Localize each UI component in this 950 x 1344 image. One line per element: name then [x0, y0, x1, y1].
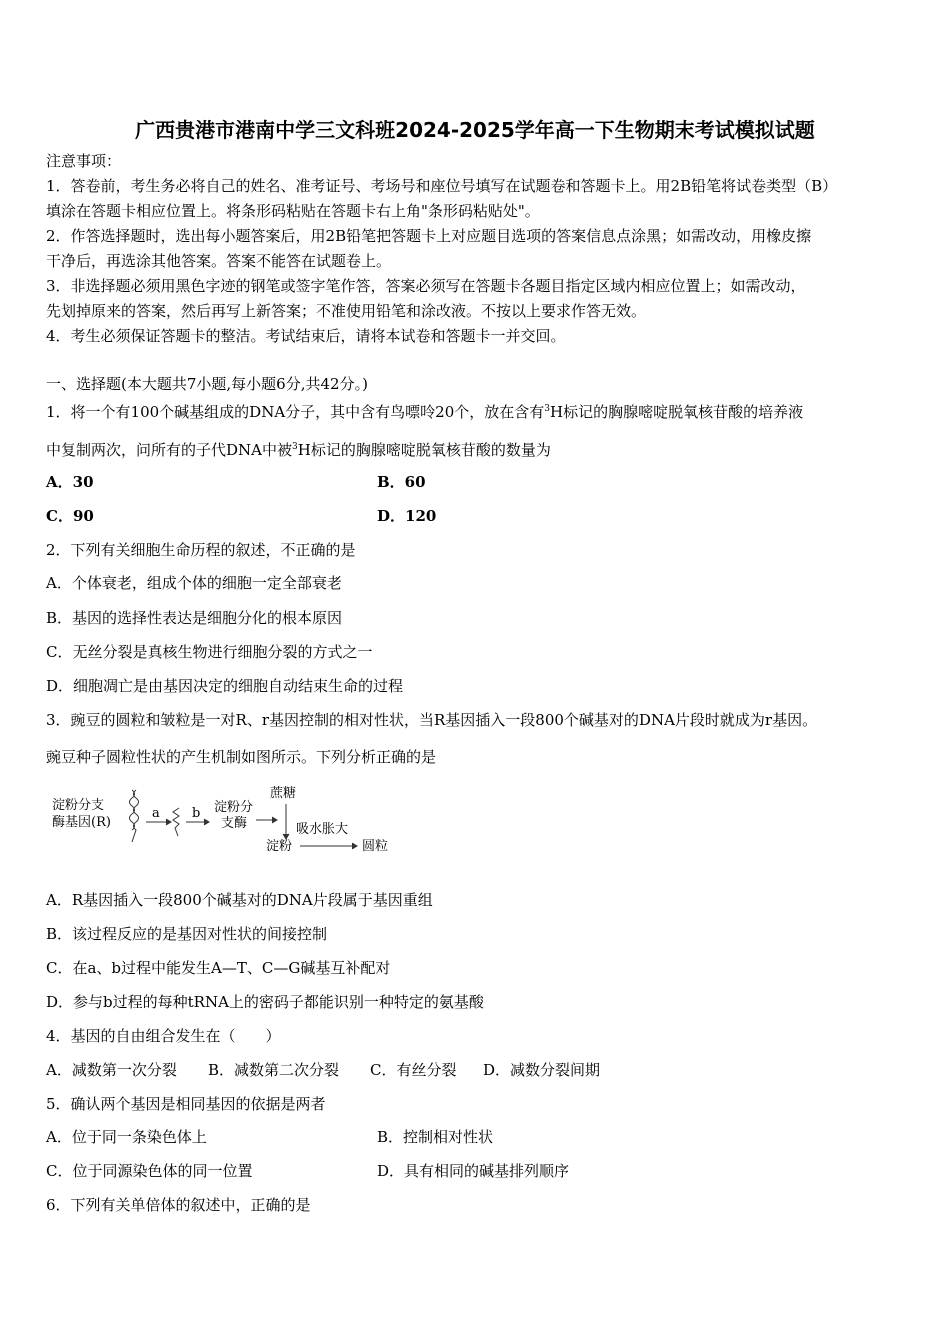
diagram-label-sucrose: 蔗糖: [270, 786, 297, 801]
note-line: 3．非选择题必须用黑色字迹的钢笔或签字笔作答，答案必须写在答题卡各题目指定区域内相应位置上；如需改动，: [46, 277, 806, 295]
q3-option-c[interactable]: C．在a、b过程中能发生A—T、C—G碱基互补配对: [46, 959, 391, 977]
q1-option-a[interactable]: A．30: [46, 473, 94, 491]
q3-option-d[interactable]: D．参与b过程的每种tRNA上的密码子都能识别一种特定的氨基酸: [46, 993, 484, 1011]
arrowhead-icon: [204, 819, 209, 825]
q5-option-a[interactable]: A．位于同一条染色体上: [46, 1128, 207, 1146]
mrna-icon: [173, 808, 179, 836]
note-line: 先划掉原来的答案，然后再写上新答案；不准使用铅笔和涂改液。不按以上要求作答无效。: [46, 302, 647, 320]
note-line: 干净后，再选涂其他答案。答案不能答在试题卷上。: [46, 252, 392, 270]
starch-mechanism-diagram: [46, 780, 406, 860]
q3-option-a[interactable]: A．R基因插入一段800个碱基对的DNA片段属于基因重组: [46, 891, 433, 909]
diagram-label-starch: 淀粉: [266, 839, 293, 854]
q4-option-c[interactable]: C．有丝分裂: [370, 1061, 457, 1079]
diagram-label-enzyme: 支酶: [221, 816, 248, 831]
q5-option-c[interactable]: C．位于同源染色体的同一位置: [46, 1162, 253, 1180]
q2-option-d[interactable]: D．细胞凋亡是由基因决定的细胞自动结束生命的过程: [46, 677, 404, 695]
superscript: 3: [544, 404, 550, 414]
q3-stem-cont: 豌豆种子圆粒性状的产生机制如图所示。下列分析正确的是: [46, 748, 437, 766]
diagram-label-b: b: [192, 806, 201, 821]
q2-option-a[interactable]: A．个体衰老，组成个体的细胞一定全部衰老: [46, 574, 342, 592]
note-line: 1．答卷前，考生务必将自己的姓名、准考证号、考场号和座位号填写在试题卷和答题卡上。用2B铅笔将试卷类型（B）: [46, 177, 838, 195]
q2-option-b[interactable]: B．基因的选择性表达是细胞分化的根本原因: [46, 609, 343, 627]
q1-stem-part: H标记的胸腺嘧啶脱氧核苷酸的数量为: [297, 441, 551, 459]
diagram-label-round: 圆粒: [362, 839, 389, 854]
note-line: 填涂在答题卡相应位置上。将条形码粘贴在答题卡右上角"条形码粘贴处"。: [46, 202, 540, 220]
q4-option-d[interactable]: D．减数分裂间期: [483, 1061, 601, 1079]
q3-stem: 3．豌豆的圆粒和皱粒是一对R、r基因控制的相对性状，当R基因插入一段800个碱基对的DNA片段时就成为r基因。: [46, 711, 818, 729]
diagram-label-a: a: [152, 806, 160, 821]
q4-option-a[interactable]: A．减数第一次分裂: [46, 1061, 177, 1079]
arrowhead-icon: [166, 819, 171, 825]
superscript: 3: [292, 442, 298, 452]
arrowhead-icon: [352, 843, 357, 849]
diagram-label-enzyme: 淀粉分: [214, 800, 254, 815]
q4-stem: 4．基因的自由组合发生在（ ）: [46, 1027, 281, 1045]
q2-option-c[interactable]: C．无丝分裂是真核生物进行细胞分裂的方式之一: [46, 643, 373, 661]
q5-option-b[interactable]: B．控制相对性状: [377, 1128, 494, 1146]
q1-stem: [46, 399, 803, 422]
q5-stem: 5．确认两个基因是相同基因的依据是两者: [46, 1095, 326, 1113]
q1-option-d[interactable]: D．120: [377, 507, 437, 525]
q1-option-b[interactable]: B．60: [377, 473, 426, 491]
q1-stem-part: 中复制两次，问所有的子代DNA中被: [46, 441, 292, 459]
q2-stem: 2．下列有关细胞生命历程的叙述，不正确的是: [46, 541, 356, 559]
note-line: 4．考生必须保证答题卡的整洁。考试结束后，请将本试卷和答题卡一并交回。: [46, 327, 566, 345]
section-heading: 一、选择题(本大题共7小题,每小题6分,共42分。): [46, 375, 368, 393]
diagram-label-absorb: 吸水胀大: [296, 822, 349, 837]
q6-stem: 6．下列有关单倍体的叙述中，正确的是: [46, 1196, 311, 1214]
q1-stem-part: H标记的胸腺嘧啶脱氧核苷酸的培养液: [549, 403, 804, 421]
q4-option-b[interactable]: B．减数第二次分裂: [208, 1061, 340, 1079]
page-title: 广西贵港市港南中学三文科班2024-2025学年高一下生物期末考试模拟试题: [135, 118, 815, 142]
q1-stem-cont: [46, 437, 551, 460]
note-line: 2．作答选择题时，选出每小题答案后，用2B铅笔把答题卡上对应题目选项的答案信息点涂黑；如需改动，用橡皮擦: [46, 227, 812, 245]
diagram-label-gene: 酶基因(R): [52, 815, 111, 830]
arrowhead-icon: [272, 817, 277, 823]
q1-stem-part: 1．将一个有100个碱基组成的DNA分子，其中含有鸟嘌呤20个，放在含有: [46, 403, 545, 421]
q1-option-c[interactable]: C．90: [46, 507, 94, 525]
diagram-label-gene: 淀粉分支: [52, 798, 105, 813]
q3-option-b[interactable]: B．该过程反应的是基因对性状的间接控制: [46, 925, 328, 943]
q5-option-d[interactable]: D．具有相同的碱基排列顺序: [377, 1162, 570, 1180]
notes-heading: 注意事项：: [46, 152, 122, 170]
